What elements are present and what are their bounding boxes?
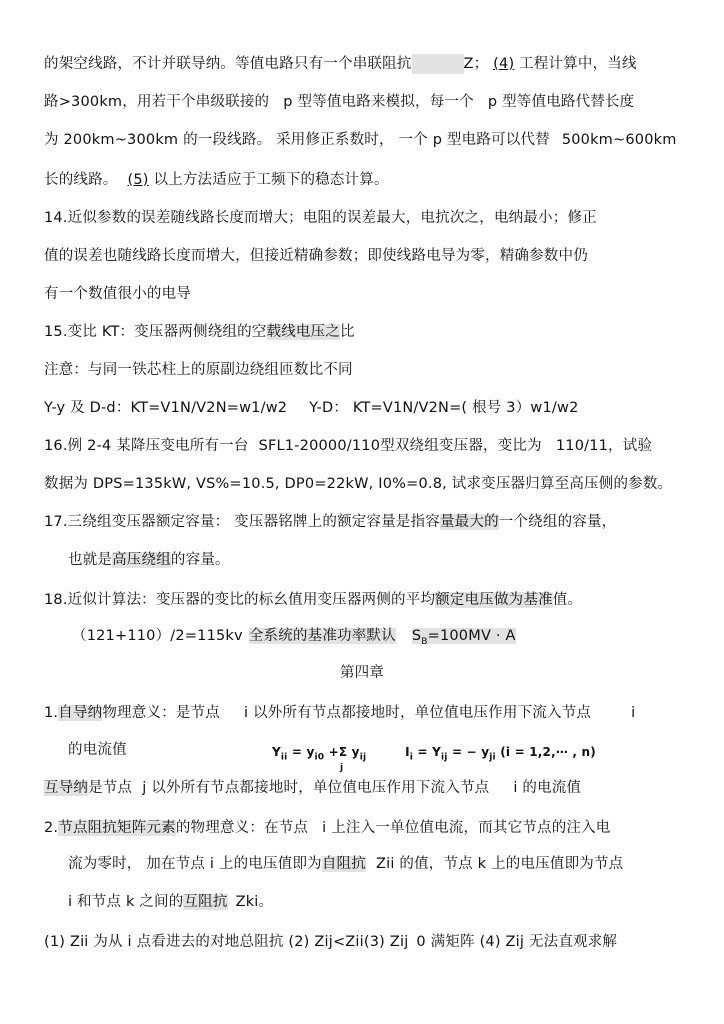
- text-line-12: 数据为 DPS=135kW, VS%=10.5, DP0=22kW, I0%=0.8, 试求变压器归算至高压侧的参数。: [44, 476, 673, 492]
- text-line-5: 14.近似参数的误差随线路长度而增大；电阻的误差最大，电抗次之，电纳最小；修正: [44, 210, 597, 226]
- admittance-formula: $Y_{ii} = y_{i0} +\Sigma$ $y_{ij}$ $I_i = Y_{ij}$ = − $y_{ji}$ (i = 1,2,⋯ , n): [272, 745, 596, 763]
- text-line-21: 流为零时， 加在节点 i 上的电压值即为自阻抗 Zii 的值，节点 k 上的电压值即为节点: [68, 856, 624, 872]
- text-line-17: 1.自导纳物理意义：是节点 i 以外所有节点都接地时，单位值电压作用下流入节点 i: [44, 705, 636, 721]
- text-line-3: 为 200km~300km 的一段线路。 采用修正系数时， 一个 p 型电路可以代替 500km~600km: [44, 132, 677, 148]
- text-line-10: Y-y 及 D-d：KT=V1N/V2N=w1/w2 Y-D： KT=V1N/V2N=( 根号 3）w1/w2: [44, 400, 579, 416]
- text-line-1: 的架空线路，不计并联导纳。等值电路只有一个串联阻抗 Z； (4) 工程计算中，当线: [44, 56, 637, 72]
- text-line-4: 长的线路。 (5) 以上方法适应于工频下的稳态计算。: [44, 172, 389, 188]
- text-line-20: 2.节点阻抗矩阵元素的物理意义：在节点 i 上注入一单位值电流，而其它节点的注入电: [44, 820, 611, 836]
- text-line-13: 17.三绕组变压器额定容量： 变压器铭牌上的额定容量是指容量最大的一个绕组的容量，: [44, 514, 617, 530]
- chapter-heading: 第四章: [339, 665, 385, 681]
- text-line-18: 的电流值: [68, 742, 127, 758]
- sum-index: j: [340, 763, 344, 773]
- text-line-15: 18.近似计算法：变压器的变比的标幺值用变压器两侧的平均额定电压做为基准值。: [44, 592, 583, 608]
- text-line-14: 也就是高压绕组的容量。: [68, 552, 230, 568]
- text-line-8: 15.变比 KT：变压器两侧绕组的空载线电压之比: [44, 324, 355, 340]
- text-line-6: 值的误差也随线路长度而增大，但接近精确参数；即使线路电导为零，精确参数中仍: [44, 248, 588, 264]
- text-line-19: 互导纳是节点 j 以外所有节点都接地时，单位值电压作用下流入节点 i 的电流值: [44, 780, 582, 796]
- text-line-11: 16.例 2-4 某降压变电所有一台 SFL1-20000/110型双绕组变压器，变比为 110/11，试验: [44, 438, 653, 454]
- text-line-2: 路>300km，用若干个串级联接的 p 型等值电路来模拟，每一个 p 型等值电路代替长度: [44, 94, 635, 110]
- blank-highlight: [412, 54, 464, 74]
- text-line-16: （121+110）/2=115kv 全系统的基准功率默认 $S_B=100MV \cdot A$: [72, 628, 516, 647]
- text-line-23: (1) Zii 为从 i 点看进去的对地总阻抗 (2) Zij<Zii(3) Zij 0 满矩阵 (4) Zij 无法直观求解: [44, 934, 618, 950]
- text-line-7: 有一个数值很小的电导: [44, 286, 191, 302]
- text-line-9: 注意：与同一铁芯柱上的原副边绕组匝数比不同: [44, 362, 353, 378]
- text-line-22: i 和节点 k 之间的互阻抗 Zki。: [68, 894, 274, 910]
